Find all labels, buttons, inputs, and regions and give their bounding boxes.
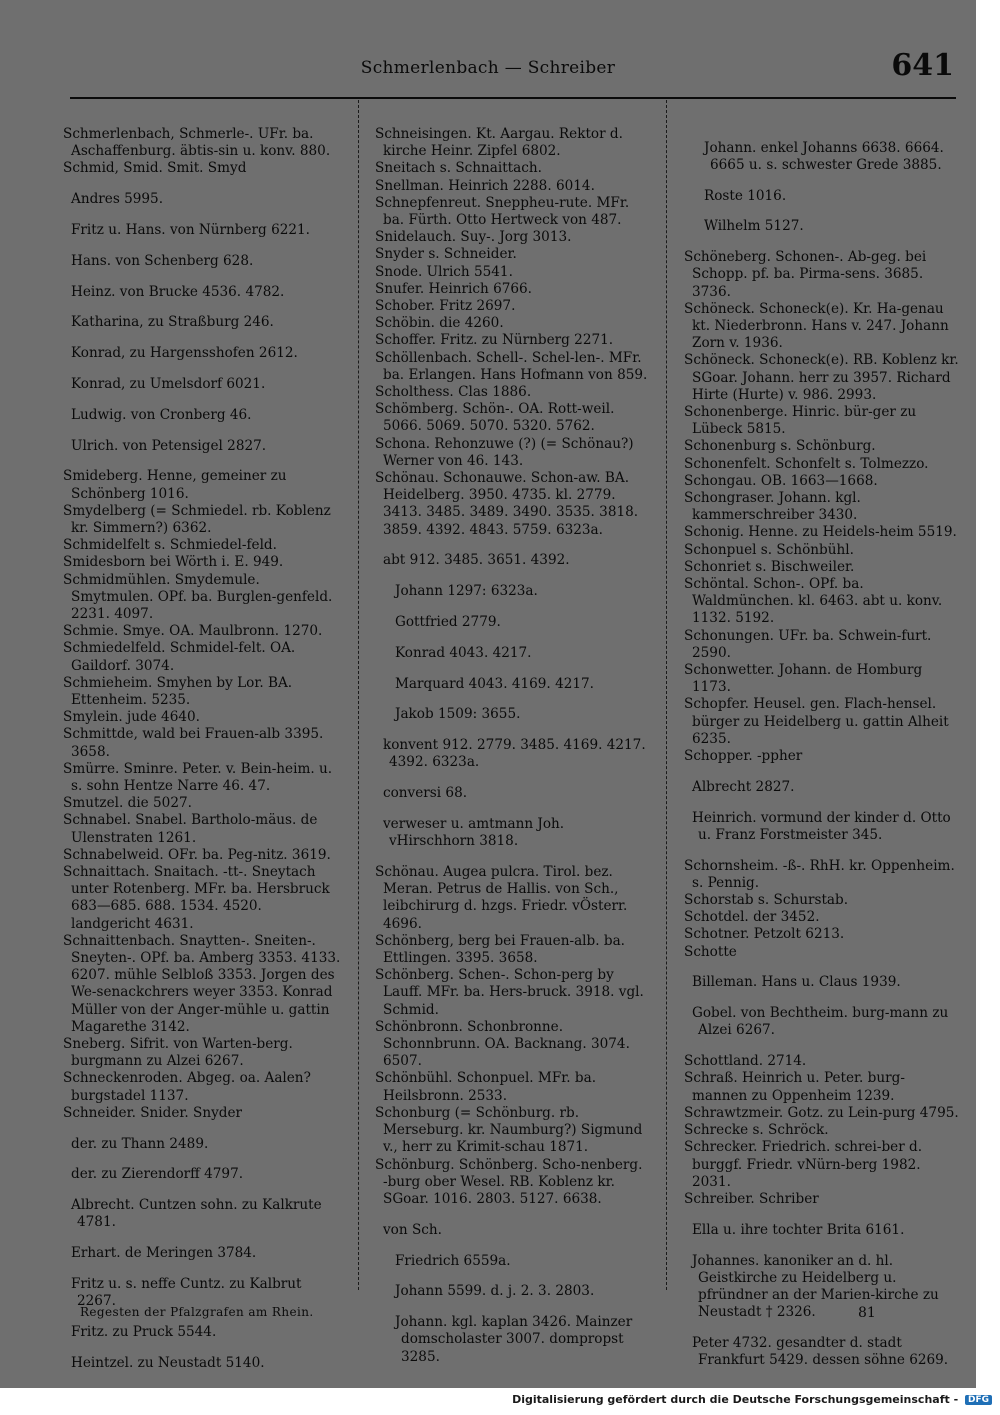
index-subentry: Konrad 4043. 4217. [395, 644, 532, 661]
index-entry: Schmie. Smye. OA. Maulbronn. 1270. [63, 623, 323, 640]
index-entry: Schonriet s. Bischweiler. [684, 558, 855, 575]
index-entry: Schnaittenbach. Snaytten-. Sneiten-. Sneyten-. OPf. ba. Amberg 3353. 4133. 6207. mühle Selbloß 3353. Jorgen des We-senackchrers weyer 3353. Konrad Müller von der Anger-mühle u. gattin Magarethe 3142. [63, 932, 341, 1035]
index-entry: Schonenburg s. Schönburg. [684, 438, 876, 455]
index-entry: Schönberg, berg bei Frauen-alb. ba. Ettlingen. 3395. 3658. [375, 932, 625, 967]
index-entry: Schömberg. Schön-. OA. Rott-weil. 5066. 5069. 5070. 5320. 5762. [375, 401, 615, 435]
index-entry: Schotdel. der 3452. [684, 909, 820, 926]
index-subentry: Heintzel. zu Neustadt 5140. [71, 1354, 265, 1371]
index-subentry: konvent 912. 2779. 3485. 4169. 4217. 4392. 6323a. [383, 737, 646, 771]
index-subentry: Marquard 4043. 4169. 4217. [395, 675, 594, 692]
index-entry: Schraß. Heinrich u. Peter. burg-mannen zu Oppenheim 1239. [684, 1070, 905, 1104]
index-subentry: Heinrich. vormund der kinder d. Otto u. Franz Forstmeister 345. [692, 809, 951, 843]
index-subentry: Andres 5995. [71, 191, 164, 208]
index-entry: Schornsheim. -ß-. RhH. kr. Oppenheim. s. Pennig. [684, 857, 955, 891]
index-entry: Sneberg. Sifrit. von Warten-berg. burgmann zu Alzei 6267. [63, 1036, 293, 1070]
index-subentry: Peter 4732. gesandter d. stadt Frankfurt 5429. dessen söhne 6269. [692, 1334, 949, 1369]
index-subentry: von Sch. [383, 1221, 442, 1238]
index-entry: Snidelauch. Suy-. Jorg 3013. [375, 229, 572, 246]
index-entry: Snufer. Heinrich 6766. [375, 280, 532, 297]
index-entry: Schöneck. Schoneck(e). Kr. Ha-genau kt. Niederbronn. Hans v. 247. Johann Zorn v. 1936. [684, 300, 949, 352]
index-subentry: Wilhelm 5127. [704, 218, 804, 235]
index-entry: Schmerlenbach, Schmerle-. UFr. ba. Aschaffenburg. äbtis-sin u. konv. 880. [63, 126, 331, 160]
index-subentry: der. zu Thann 2489. [71, 1135, 209, 1152]
index-entry: Smydelberg (= Schmiedel. rb. Koblenz kr. Simmern?) 6362. [63, 502, 331, 536]
index-subentry: Fritz u. s. neffe Cuntz. zu Kalbrut 2267. [71, 1276, 302, 1310]
index-subentry: Johann 1297: 6323a. [395, 583, 538, 600]
index-entry: Schmid, Smid. Smit. Smyd [63, 160, 247, 177]
index-subentry: Johann. kgl. kaplan 3426. Mainzer domscholaster 3007. dompropst 3285. [395, 1314, 633, 1365]
index-entry: Snode. Ulrich 5541. [375, 263, 513, 280]
index-entry: Schrecke s. Schröck. [684, 1122, 829, 1139]
index-entry: Schmiedelfeld. Schmidel-felt. OA. Gaildorf. 3074. [63, 640, 296, 674]
footer-note: Regesten der Pfalzgrafen am Rhein. [80, 1305, 314, 1319]
index-entry: Schonwetter. Johann. de Homburg 1173. [684, 662, 923, 696]
index-subentry: Konrad, zu Umelsdorf 6021. [71, 375, 266, 392]
index-entry: Schönberg. Schen-. Schon-perg by Lauff. MFr. ba. Hers-bruck. 3918. vgl. Schmid. [375, 967, 644, 1018]
index-subentry: Johann 5599. d. j. 2. 3. 2803. [395, 1283, 595, 1300]
index-entry: Snellman. Heinrich 2288. 6014. [375, 177, 595, 194]
index-entry: Scholthess. Clas 1886. [375, 384, 532, 401]
index-entry: Schmieheim. Smyhen by Lor. BA. Ettenheim. 5235. [63, 674, 293, 709]
index-entry: Schöntal. Schon-. OPf. ba. Waldmünchen. kl. 6463. abt u. konv. 1132. 5192. [684, 576, 943, 627]
column-separator [358, 100, 360, 1290]
index-entry: Schreiber. Schriber [684, 1190, 819, 1207]
index-subentry: Ulrich. von Petensigel 2827. [71, 437, 267, 454]
index-entry: Schönbühl. Schonpuel. MFr. ba. Heilsbronn. 2533. [375, 1070, 597, 1104]
index-column-3 [684, 126, 959, 1383]
index-entry: Schmittde, wald bei Frauen-alb 3395. 3658. [63, 726, 324, 760]
index-subentry: der. zu Zierendorff 4797. [71, 1166, 244, 1183]
index-subentry: Billeman. Hans u. Claus 1939. [692, 974, 901, 991]
index-subentry: Katharina, zu Straßburg 246. [71, 314, 274, 331]
index-entry: Snyder s. Schneider. [375, 246, 517, 263]
index-entry: Schonburg (= Schönburg. rb. Merseburg. kr. Naumburg?) Sigmund v., herr zu Krimit-schau 1871. [375, 1104, 643, 1156]
column-separator [666, 100, 668, 1290]
index-entry: Schnabelweid. OFr. ba. Peg-nitz. 3619. [63, 846, 331, 863]
index-column-1 [63, 126, 343, 1386]
index-entry: Smideberg. Henne, gemeiner zu Schönberg 1016. [63, 468, 287, 502]
index-subentry: Jakob 1509: 3655. [395, 706, 521, 723]
index-entry: Schneckenroden. Abgeg. oa. Aalen? burgstadel 1137. [63, 1070, 311, 1104]
index-subentry: Fritz. zu Pruck 5544. [71, 1324, 217, 1341]
index-entry: Schöneberg. Schonen-. Ab-geg. bei Schopp. pf. ba. Pirma-sens. 3685. 3736. [684, 249, 927, 300]
index-subentry: Friedrich 6559a. [395, 1252, 511, 1269]
index-entry: Schongraser. Johann. kgl. kammerschreiber 3430. [684, 490, 861, 524]
sheet-number: 81 [858, 1305, 876, 1321]
index-subentry: Hans. von Schenberg 628. [71, 252, 254, 269]
digitization-credit [512, 1393, 992, 1406]
index-entry: Schönau. Augea pulcra. Tirol. bez. Meran. Petrus de Hallis. von Sch., leibchirurg d. hzgs. Friedr. vÖsterr. 4696. [375, 864, 628, 932]
index-entry: Schöneck. Schoneck(e). RB. Koblenz kr. SGoar. Johann. herr zu 3957. Richard Hirte (Hurte) v. 986. 2993. [684, 352, 959, 403]
index-subentry: abt 912. 3485. 3651. 4392. [383, 552, 570, 569]
index-column-2 [375, 126, 650, 1379]
index-subentry: Heinz. von Brucke 4536. 4782. [71, 283, 285, 300]
index-entry: Schotte [684, 943, 737, 960]
index-entry: Smylein. jude 4640. [63, 709, 200, 726]
index-subentry: Albrecht 2827. [692, 778, 795, 795]
index-subentry: Johann. enkel Johanns 6638. 6664. 6665 u. s. schwester Grede 3885. [704, 139, 944, 173]
index-subentry: Gottfried 2779. [395, 614, 501, 631]
index-entry: Schnepfenreut. Sneppheu-rute. MFr. ba. Fürth. Otto Hertweck von 487. [375, 194, 630, 229]
index-subentry: Johannes. kanoniker an d. hl. Geistkirche zu Heidelberg u. pfründner an der Marien-kirche zu Neustadt † 2326. [692, 1252, 939, 1321]
index-subentry: Ella u. ihre tochter Brita 6161. [692, 1221, 905, 1238]
index-subentry: Gobel. von Bechtheim. burg-mann zu Alzei 6267. [692, 1005, 949, 1039]
index-entry: Schona. Rehonzuwe (?) (= Schönau?) Werner von 46. 143. [375, 435, 634, 469]
index-entry: Schonig. Henne. zu Heidels-heim 5519. [684, 524, 957, 541]
header-rule [70, 97, 956, 99]
index-entry: Schnaittach. Snaitach. -tt-. Sneytach unter Rotenberg. MFr. ba. Hersbruck 683—685. 688. 1534. 4520. landgericht 4631. [63, 864, 330, 932]
index-entry: Schneider. Snider. Snyder [63, 1104, 243, 1121]
page-number: 641 [891, 48, 954, 83]
index-entry: Schmidelfelt s. Schmiedel-feld. [63, 537, 277, 554]
index-entry: Schopfer. Heusel. gen. Flach-hensel. bürger zu Heidelberg u. gattin Alheit 6235. [684, 696, 949, 747]
index-entry: Schmidmühlen. Smydemule. Smytmulen. OPf. ba. Burglen-genfeld. 2231. 4097. [63, 571, 333, 622]
index-entry: Schotner. Petzolt 6213. [684, 926, 845, 943]
index-entry: Schönau. Schonauwe. Schon-aw. BA. Heidelberg. 3950. 4735. kl. 2779. 3413. 3485. 3489. 3490. 3535. 3818. 3859. 4392. 4843. 5759. 6323a. [375, 470, 639, 538]
credit-text: Digitalisierung gefördert durch die Deutsche Forschungsgemeinschaft - [512, 1393, 959, 1406]
index-entry: Smürre. Sminre. Peter. v. Bein-heim. u. s. sohn Hentze Narre 46. 47. [63, 760, 333, 795]
index-subentry: Roste 1016. [704, 187, 787, 204]
index-subentry: Ludwig. von Cronberg 46. [71, 406, 252, 423]
index-entry: Schöllenbach. Schell-. Schel-len-. MFr. ba. Erlangen. Hans Hofmann von 859. [375, 349, 648, 383]
index-subentry: conversi 68. [383, 785, 468, 802]
index-subentry: Konrad, zu Hargensshofen 2612. [71, 345, 298, 362]
index-entry: Schonungen. UFr. ba. Schwein-furt. 2590. [684, 627, 932, 661]
index-entry: Schönburg. Schönberg. Scho-nenberg. -burg ober Wesel. RB. Koblenz kr. SGoar. 1016. 2803. 5127. 6638. [375, 1156, 643, 1207]
index-entry: Schonpuel s. Schönbühl. [684, 541, 854, 558]
index-entry: Schöbin. die 4260. [375, 315, 504, 332]
index-entry: Schongau. OB. 1663—1668. [684, 472, 878, 489]
index-entry: Schottland. 2714. [684, 1053, 807, 1070]
index-entry: Schneisingen. Kt. Aargau. Rektor d. kirche Heinr. Zipfel 6802. [375, 126, 623, 160]
index-entry: Schrawtzmeir. Gotz. zu Lein-purg 4795. [684, 1104, 959, 1121]
index-subentry: Erhart. de Meringen 3784. [71, 1245, 257, 1262]
index-entry: Smidesborn bei Wörth i. E. 949. [63, 554, 284, 571]
index-subentry: Albrecht. Cuntzen sohn. zu Kalkrute 4781. [71, 1197, 322, 1231]
index-entry: Sneitach s. Schnaittach. [375, 160, 542, 177]
index-entry: Schorstab s. Schurstab. [684, 892, 849, 909]
index-subentry: Fritz u. Hans. von Nürnberg 6221. [71, 222, 310, 238]
index-entry: Schonenfelt. Schonfelt s. Tolmezzo. [684, 455, 929, 472]
index-entry: Schönbronn. Schonbronne. Schonnbrunn. OA. Backnang. 3074. 6507. [375, 1018, 630, 1070]
index-entry: Smutzel. die 5027. [63, 795, 192, 812]
index-entry: Schnabel. Snabel. Bartholo-mäus. de Ulenstraten 1261. [63, 812, 318, 846]
index-entry: Schoffer. Fritz. zu Nürnberg 2271. [375, 332, 614, 349]
index-entry: Schonenberge. Hinric. bür-ger zu Lübeck 5815. [684, 404, 917, 438]
running-head: Schmerlenbach — Schreiber [360, 58, 616, 78]
index-entry: Schober. Fritz 2697. [375, 298, 516, 315]
index-entry: Schopper. -ppher [684, 748, 803, 765]
dfg-logo-icon: DFG [965, 1395, 992, 1405]
index-subentry: verweser u. amtmann Joh. vHirschhorn 3818. [383, 816, 565, 850]
index-entry: Schrecker. Friedrich. schrei-ber d. burggf. Friedr. vNürn-berg 1982. 2031. [684, 1139, 923, 1190]
